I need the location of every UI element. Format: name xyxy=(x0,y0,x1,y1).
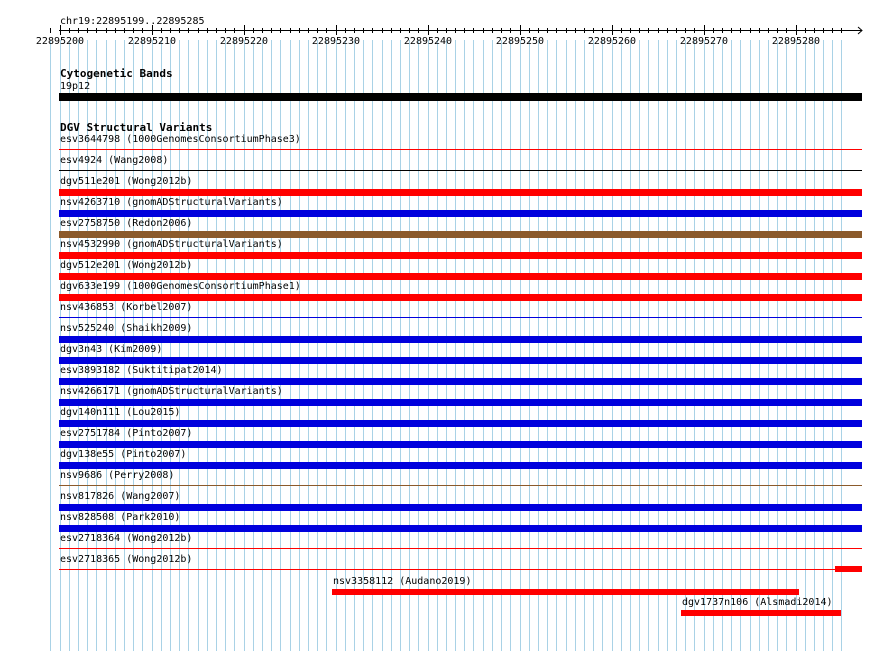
feature-label: dgv140n111 (Lou2015) xyxy=(60,407,181,418)
feature-bar[interactable] xyxy=(59,149,862,150)
feature-label: dgv511e201 (Wong2012b) xyxy=(60,176,193,187)
feature-bar[interactable] xyxy=(59,378,862,385)
feature-label: nsv436853 (Korbel2007) xyxy=(60,302,193,313)
feature-label: esv2751784 (Pinto2007) xyxy=(60,428,193,439)
feature-label: esv3644798 (1000GenomesConsortiumPhase3) xyxy=(60,134,301,145)
feature-label: nsv4266171 (gnomADStructuralVariants) xyxy=(60,386,283,397)
ruler-tick-label: 22895270 xyxy=(679,36,729,47)
feature-bar[interactable] xyxy=(59,252,862,259)
feature-bar[interactable] xyxy=(59,210,862,217)
ruler-tick-label: 22895260 xyxy=(587,36,637,47)
feature-end-block[interactable] xyxy=(835,566,862,572)
feature-bar[interactable] xyxy=(59,189,862,196)
ruler-tick-label: 22895220 xyxy=(219,36,269,47)
feature-bar[interactable] xyxy=(332,589,799,595)
feature-bar[interactable] xyxy=(59,504,862,511)
feature-bar[interactable] xyxy=(59,317,862,318)
feature-bar[interactable] xyxy=(59,485,862,486)
feature-label: nsv4263710 (gnomADStructuralVariants) xyxy=(60,197,283,208)
ruler-tick-label: 22895200 xyxy=(35,36,85,47)
feature-label: nsv4532990 (gnomADStructuralVariants) xyxy=(60,239,283,250)
feature-bar[interactable] xyxy=(59,420,862,427)
feature-bar[interactable] xyxy=(59,569,862,570)
feature-bar[interactable] xyxy=(59,231,862,238)
cytoband-bar[interactable] xyxy=(59,93,862,101)
ruler-tick-label: 22895210 xyxy=(127,36,177,47)
feature-bar[interactable] xyxy=(59,170,862,171)
feature-label: esv3893182 (Suktitipat2014) xyxy=(60,365,223,376)
feature-bar[interactable] xyxy=(59,441,862,448)
feature-bar[interactable] xyxy=(59,525,862,532)
feature-label: nsv828508 (Park2010) xyxy=(60,512,181,523)
feature-label: dgv138e55 (Pinto2007) xyxy=(60,449,187,460)
cytogenetic-bands-title: Cytogenetic Bands xyxy=(60,67,173,80)
ruler-tick-label: 22895240 xyxy=(403,36,453,47)
ruler-region-label: chr19:22895199..22895285 xyxy=(60,16,205,27)
feature-label: esv4924 (Wang2008) xyxy=(60,155,169,166)
feature-bar[interactable] xyxy=(59,357,862,364)
feature-bar[interactable] xyxy=(59,399,862,406)
feature-bar[interactable] xyxy=(59,273,862,280)
feature-bar[interactable] xyxy=(59,294,862,301)
feature-label: dgv3n43 (Kim2009) xyxy=(60,344,163,355)
feature-label: nsv9686 (Perry2008) xyxy=(60,470,175,481)
feature-bar[interactable] xyxy=(59,336,862,343)
feature-label: esv2718364 (Wong2012b) xyxy=(60,533,193,544)
feature-bar[interactable] xyxy=(59,462,862,469)
cytoband-label: 19p12 xyxy=(60,81,91,92)
ruler-tick-label: 22895280 xyxy=(771,36,821,47)
feature-label: dgv1737n106 (Alsmadi2014) xyxy=(682,597,833,608)
feature-bar[interactable] xyxy=(59,548,862,549)
feature-label: nsv3358112 (Audano2019) xyxy=(333,576,472,587)
feature-label: esv2718365 (Wong2012b) xyxy=(60,554,193,565)
feature-bar[interactable] xyxy=(681,610,841,616)
feature-label: nsv525240 (Shaikh2009) xyxy=(60,323,193,334)
feature-label: dgv633e199 (1000GenomesConsortiumPhase1) xyxy=(60,281,301,292)
feature-label: nsv817826 (Wang2007) xyxy=(60,491,181,502)
feature-label: esv2758750 (Redon2006) xyxy=(60,218,193,229)
ruler xyxy=(0,0,890,60)
dgv-track-title: DGV Structural Variants xyxy=(60,121,213,134)
ruler-tick-label: 22895250 xyxy=(495,36,545,47)
ruler-tick-label: 22895230 xyxy=(311,36,361,47)
feature-label: dgv512e201 (Wong2012b) xyxy=(60,260,193,271)
